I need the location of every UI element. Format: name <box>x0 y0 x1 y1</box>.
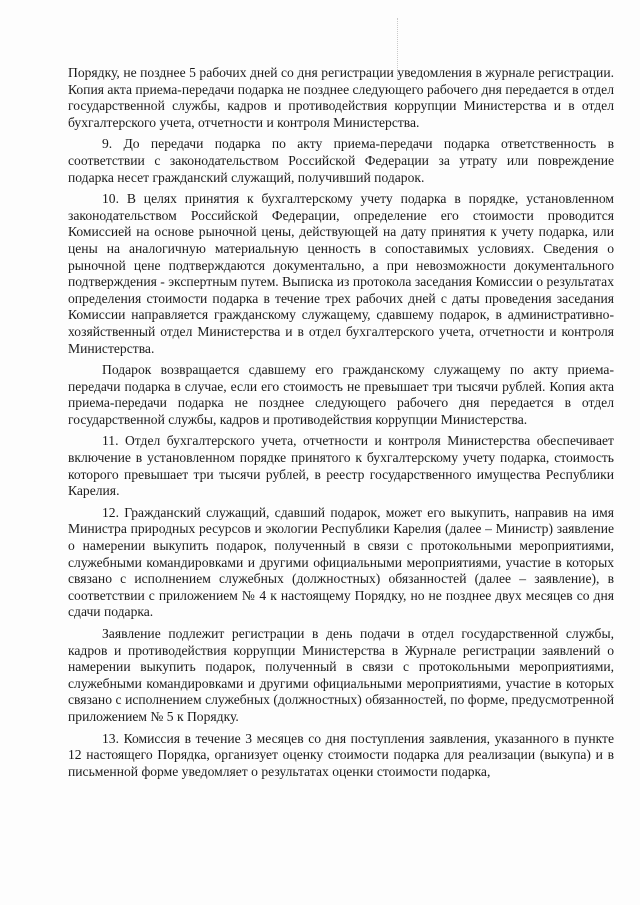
paragraph-item-9: 9. До передачи подарка по акту приема-передачи подарка ответственность в соответствии с законодательством Российской Федерации за утрату или повреждение подарка несет гражданский служащий, получивший подарок. <box>68 136 614 185</box>
paragraph-item-11: 11. Отдел бухгалтерского учета, отчетности и контроля Министерства обеспечивает включение в установленном порядке принятого к бухгалтерскому учету подарка, стоимость которого превышает три тысячи рублей, в реестр государственного имущества Республики Карелия. <box>68 433 614 499</box>
paragraph-item-12: 12. Гражданский служащий, сдавший подарок, может его выкупить, направив на имя Министра природных ресурсов и экологии Республики Карелия (далее – Министр) заявление о намерении выкупить подарок, полученный в связи с протокольными мероприятиями, служебными командировками и другими официальными мероприятиями, участие в которых связано с исполнением служебных (должностных) обязанностей (далее – заявление), в соответствии с приложением № 4 к настоящему Порядку, но не позднее двух месяцев со дня сдачи подарка. <box>68 504 614 620</box>
paragraph-item-13: 13. Комиссия в течение 3 месяцев со дня поступления заявления, указанного в пункте 12 настоящего Порядка, организует оценку стоимости подарка для реализации (выкупа) и в письменной форме уведомляет о результатах оценки стоимости подарка, <box>68 730 614 779</box>
paragraph-gift-return: Подарок возвращается сдавшему его гражданскому служащему по акту приема-передачи подарка в случае, если его стоимость не превышает три тысячи рублей. Копия акта приема-передачи подарка не позднее следующего рабочего дня передается в отдел государственной службы, кадров и противодействия коррупции Министерства. <box>68 362 614 427</box>
document-body <box>68 65 614 785</box>
paragraph-continuation: Порядку, не позднее 5 рабочих дней со дня регистрации уведомления в журнале регистрации. Копия акта приема-передачи подарка не позднее следующего рабочего дня передается в отдел государственной службы, кадров и противодействия коррупции Министерства и в отдел бухгалтерского учета, отчетности и контроля Министерства. <box>68 65 614 130</box>
paragraph-application-registration: Заявление подлежит регистрации в день подачи в отдел государственной службы, кадров и противодействия коррупции Министерства в Журнале регистрации заявлений о намерении выкупить подарок, полученный в связи с протокольными мероприятиями, служебными командировками и другими официальными мероприятиями, участие в которых связано с исполнением служебных (должностных) обязанностей, по форме, предусмотренной приложением № 5 к Порядку. <box>68 626 614 724</box>
paragraph-item-10: 10. В целях принятия к бухгалтерскому учету подарка в порядке, установленном законодательством Российской Федерации, определение его стоимости проводится Комиссией на основе рыночной цены, действующей на дату принятия к учету подарка, или цены на аналогичную материальную ценность в сопоставимых условиях. Сведения о рыночной цене подтверждаются документально, а при невозможности документального подтверждения - экспертным путем. Выписка из протокола заседания Комиссии о результатах определения стоимости подарка в течение трех рабочих дней с даты проведения заседания Комиссии направляется гражданскому служащему, сдавшему подарок, в административно-хозяйственный отдел Министерства и в отдел бухгалтерского учета, отчетности и контроля Министерства. <box>68 191 614 356</box>
